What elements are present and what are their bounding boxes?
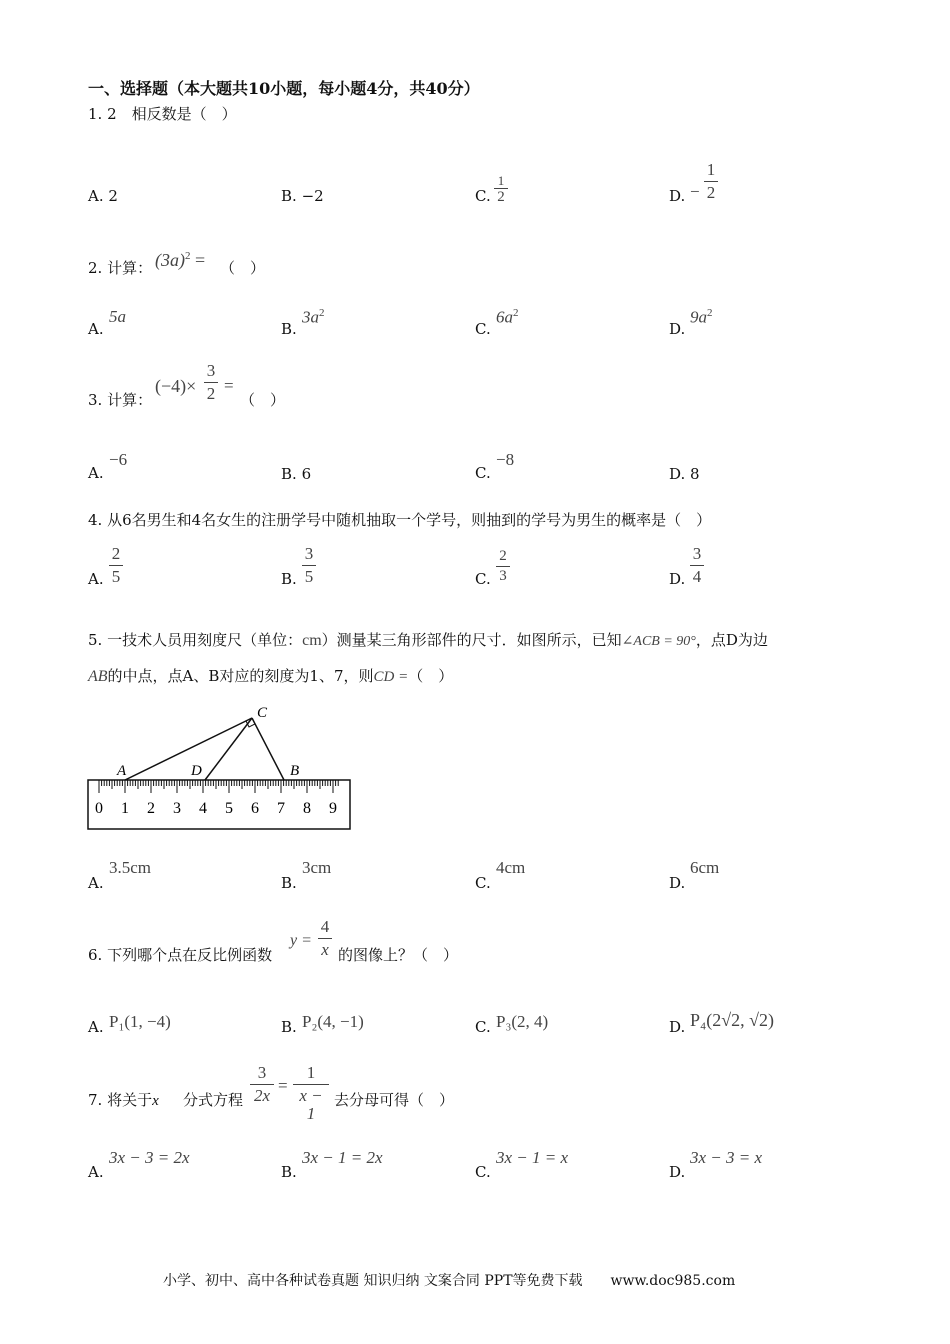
q6-option-d-letter[interactable]: D.: [669, 1018, 686, 1036]
ruler-tick-label: 3: [173, 800, 181, 817]
q3-expression-fraction: 3 2: [204, 362, 218, 403]
ruler-triangle-figure: [85, 700, 355, 835]
ruler-tick-label: 7: [277, 800, 285, 817]
q2-option-b-letter[interactable]: B.: [281, 320, 297, 338]
q7-option-a-math: 3x − 3 = 2x: [109, 1148, 190, 1167]
q7-option-d-letter[interactable]: D.: [669, 1163, 686, 1181]
ruler-tick-label: 0: [95, 800, 103, 817]
point-d-label: D: [191, 763, 202, 779]
q2-option-c-math: $6a^2$: [496, 307, 519, 327]
q4-option-d-fraction: 3 4: [690, 545, 704, 586]
q1-option-c-fraction: 1 2: [494, 174, 508, 205]
q4-option-c-letter[interactable]: C.: [475, 570, 491, 588]
question-7-stem-suffix: 去分母可得（ ）: [334, 1091, 455, 1109]
q5-option-d-math: 6cm: [690, 858, 720, 877]
q1-option-b[interactable]: B. −2: [281, 187, 324, 205]
q4-option-d-letter[interactable]: D.: [669, 570, 686, 588]
q7-option-b-math: 3x − 1 = 2x: [302, 1148, 383, 1167]
q7-option-d-math: 3x − 3 = x: [690, 1148, 763, 1167]
q7-equation-sign: =: [278, 1076, 288, 1095]
question-5-stem-line1: 5. 一技术人员用刻度尺（单位：cm）测量某三角形部件的尺寸．如图所示，已知∠ACB = 90°，点D为边: [88, 631, 768, 649]
question-7-stem-prefix: 7. 将关于x: [88, 1091, 159, 1109]
q3-option-c-letter[interactable]: C.: [475, 464, 491, 482]
q2-option-a-letter[interactable]: A.: [88, 320, 104, 338]
q4-option-c-fraction: 2 3: [496, 549, 510, 584]
section-title: 一、选择题（本大题共10小题，每小题4分，共40分）: [88, 79, 480, 98]
q3-option-c-math: −8: [496, 450, 515, 469]
q1-option-c-letter[interactable]: C.: [475, 187, 491, 205]
q3-option-a-letter[interactable]: A.: [88, 464, 104, 482]
ruler-tick-label: 1: [121, 800, 129, 817]
question-3-stem-suffix: （ ）: [240, 391, 286, 409]
q5-option-c-letter[interactable]: C.: [475, 874, 491, 892]
point-c-label: C: [257, 705, 268, 721]
q6-option-b-math: P₂(4, −1): [302, 1012, 364, 1031]
q6-option-b-letter[interactable]: B.: [281, 1018, 297, 1036]
q3-option-a-math: −6: [109, 450, 128, 469]
q1-option-d-sign: −: [690, 182, 700, 201]
q7-equation-right-fraction: 1 x − 1: [293, 1064, 329, 1123]
q6-option-a-letter[interactable]: A.: [88, 1018, 104, 1036]
ruler-tick-label: 8: [303, 800, 311, 817]
q3-expression-eq: =: [224, 376, 234, 395]
page-footer: 小学、初中、高中各种试卷真题 知识归纳 文案合同 PPT等免费下载 www.doc985.com: [163, 1273, 736, 1289]
q7-option-b-letter[interactable]: B.: [281, 1163, 297, 1181]
q5-option-a-letter[interactable]: A.: [88, 874, 104, 892]
point-b-label: B: [290, 763, 300, 779]
question-3-stem-prefix: 3. 计算：: [88, 391, 153, 409]
q2-option-c-letter[interactable]: C.: [475, 320, 491, 338]
ruler-tick-label: 2: [147, 800, 155, 817]
q6-option-a-math: P₁(1, −4): [109, 1012, 171, 1031]
q6-function-lhs: y =: [290, 932, 312, 949]
q6-function-fraction: 4 x: [318, 918, 332, 959]
q6-option-c-letter[interactable]: C.: [475, 1018, 491, 1036]
q2-option-d-math: $9a^2$: [690, 307, 713, 327]
question-5-stem-line2: AB的中点，点A、B对应的刻度为1、7，则CD =（ ）: [88, 667, 454, 685]
q4-option-a-fraction: 2 5: [109, 545, 123, 586]
q5-option-b-letter[interactable]: B.: [281, 874, 297, 892]
question-2-stem-suffix: （ ）: [220, 259, 266, 277]
segment-cb: [252, 718, 284, 780]
q2-option-d-letter[interactable]: D.: [669, 320, 686, 338]
question-2-stem-prefix: 2. 计算：: [88, 259, 153, 277]
q2-option-a-math: 5a: [109, 307, 126, 326]
ruler-tick-label: 9: [329, 800, 337, 817]
segment-ac: [125, 718, 252, 780]
question-4-stem: 4. 从6名男生和4名女生的注册学号中随机抽取一个学号，则抽到的学号为男生的概率是（ ）: [88, 511, 712, 529]
q6-option-d-math: P₄(2√2, √2): [690, 1010, 775, 1030]
q5-option-d-letter[interactable]: D.: [669, 874, 686, 892]
ruler-tick-label: 4: [199, 800, 207, 817]
q1-option-d-fraction: 1 2: [704, 161, 718, 202]
q4-option-b-letter[interactable]: B.: [281, 570, 297, 588]
q4-option-a-letter[interactable]: A.: [88, 570, 104, 588]
q7-equation-left-fraction: 3 2x: [250, 1064, 274, 1105]
q5-option-c-math: 4cm: [496, 858, 526, 877]
ruler-tick-label: 5: [225, 800, 233, 817]
question-6-stem-suffix: 的图像上？（ ）: [338, 946, 459, 964]
question-1-stem: 1. 2 相反数是（ ）: [88, 105, 237, 123]
q1-option-d-letter[interactable]: D.: [669, 187, 686, 205]
q3-expression-left: (−4)×: [155, 376, 197, 396]
q7-option-c-math: 3x − 1 = x: [496, 1148, 569, 1167]
segment-cd: [205, 718, 252, 780]
q7-option-a-letter[interactable]: A.: [88, 1163, 104, 1181]
question-6-stem-prefix: 6. 下列哪个点在反比例函数: [88, 946, 273, 964]
question-7-stem-mid: 分式方程: [183, 1091, 244, 1109]
q5-option-a-math: 3.5cm: [109, 858, 152, 877]
q1-option-a[interactable]: A. 2: [88, 187, 118, 205]
q2-option-b-math: $3a^2$: [302, 307, 325, 327]
q3-option-d[interactable]: D. 8: [669, 465, 700, 483]
q6-option-c-math: P₃(2, 4): [496, 1012, 549, 1031]
q3-option-b[interactable]: B. 6: [281, 465, 312, 483]
q5-option-b-math: 3cm: [302, 858, 332, 877]
q7-option-c-letter[interactable]: C.: [475, 1163, 491, 1181]
point-a-label: A: [117, 763, 127, 779]
ruler-tick-label: 6: [251, 800, 259, 817]
q2-expression: $(3a)^2$ =: [155, 250, 206, 270]
q4-option-b-fraction: 3 5: [302, 545, 316, 586]
